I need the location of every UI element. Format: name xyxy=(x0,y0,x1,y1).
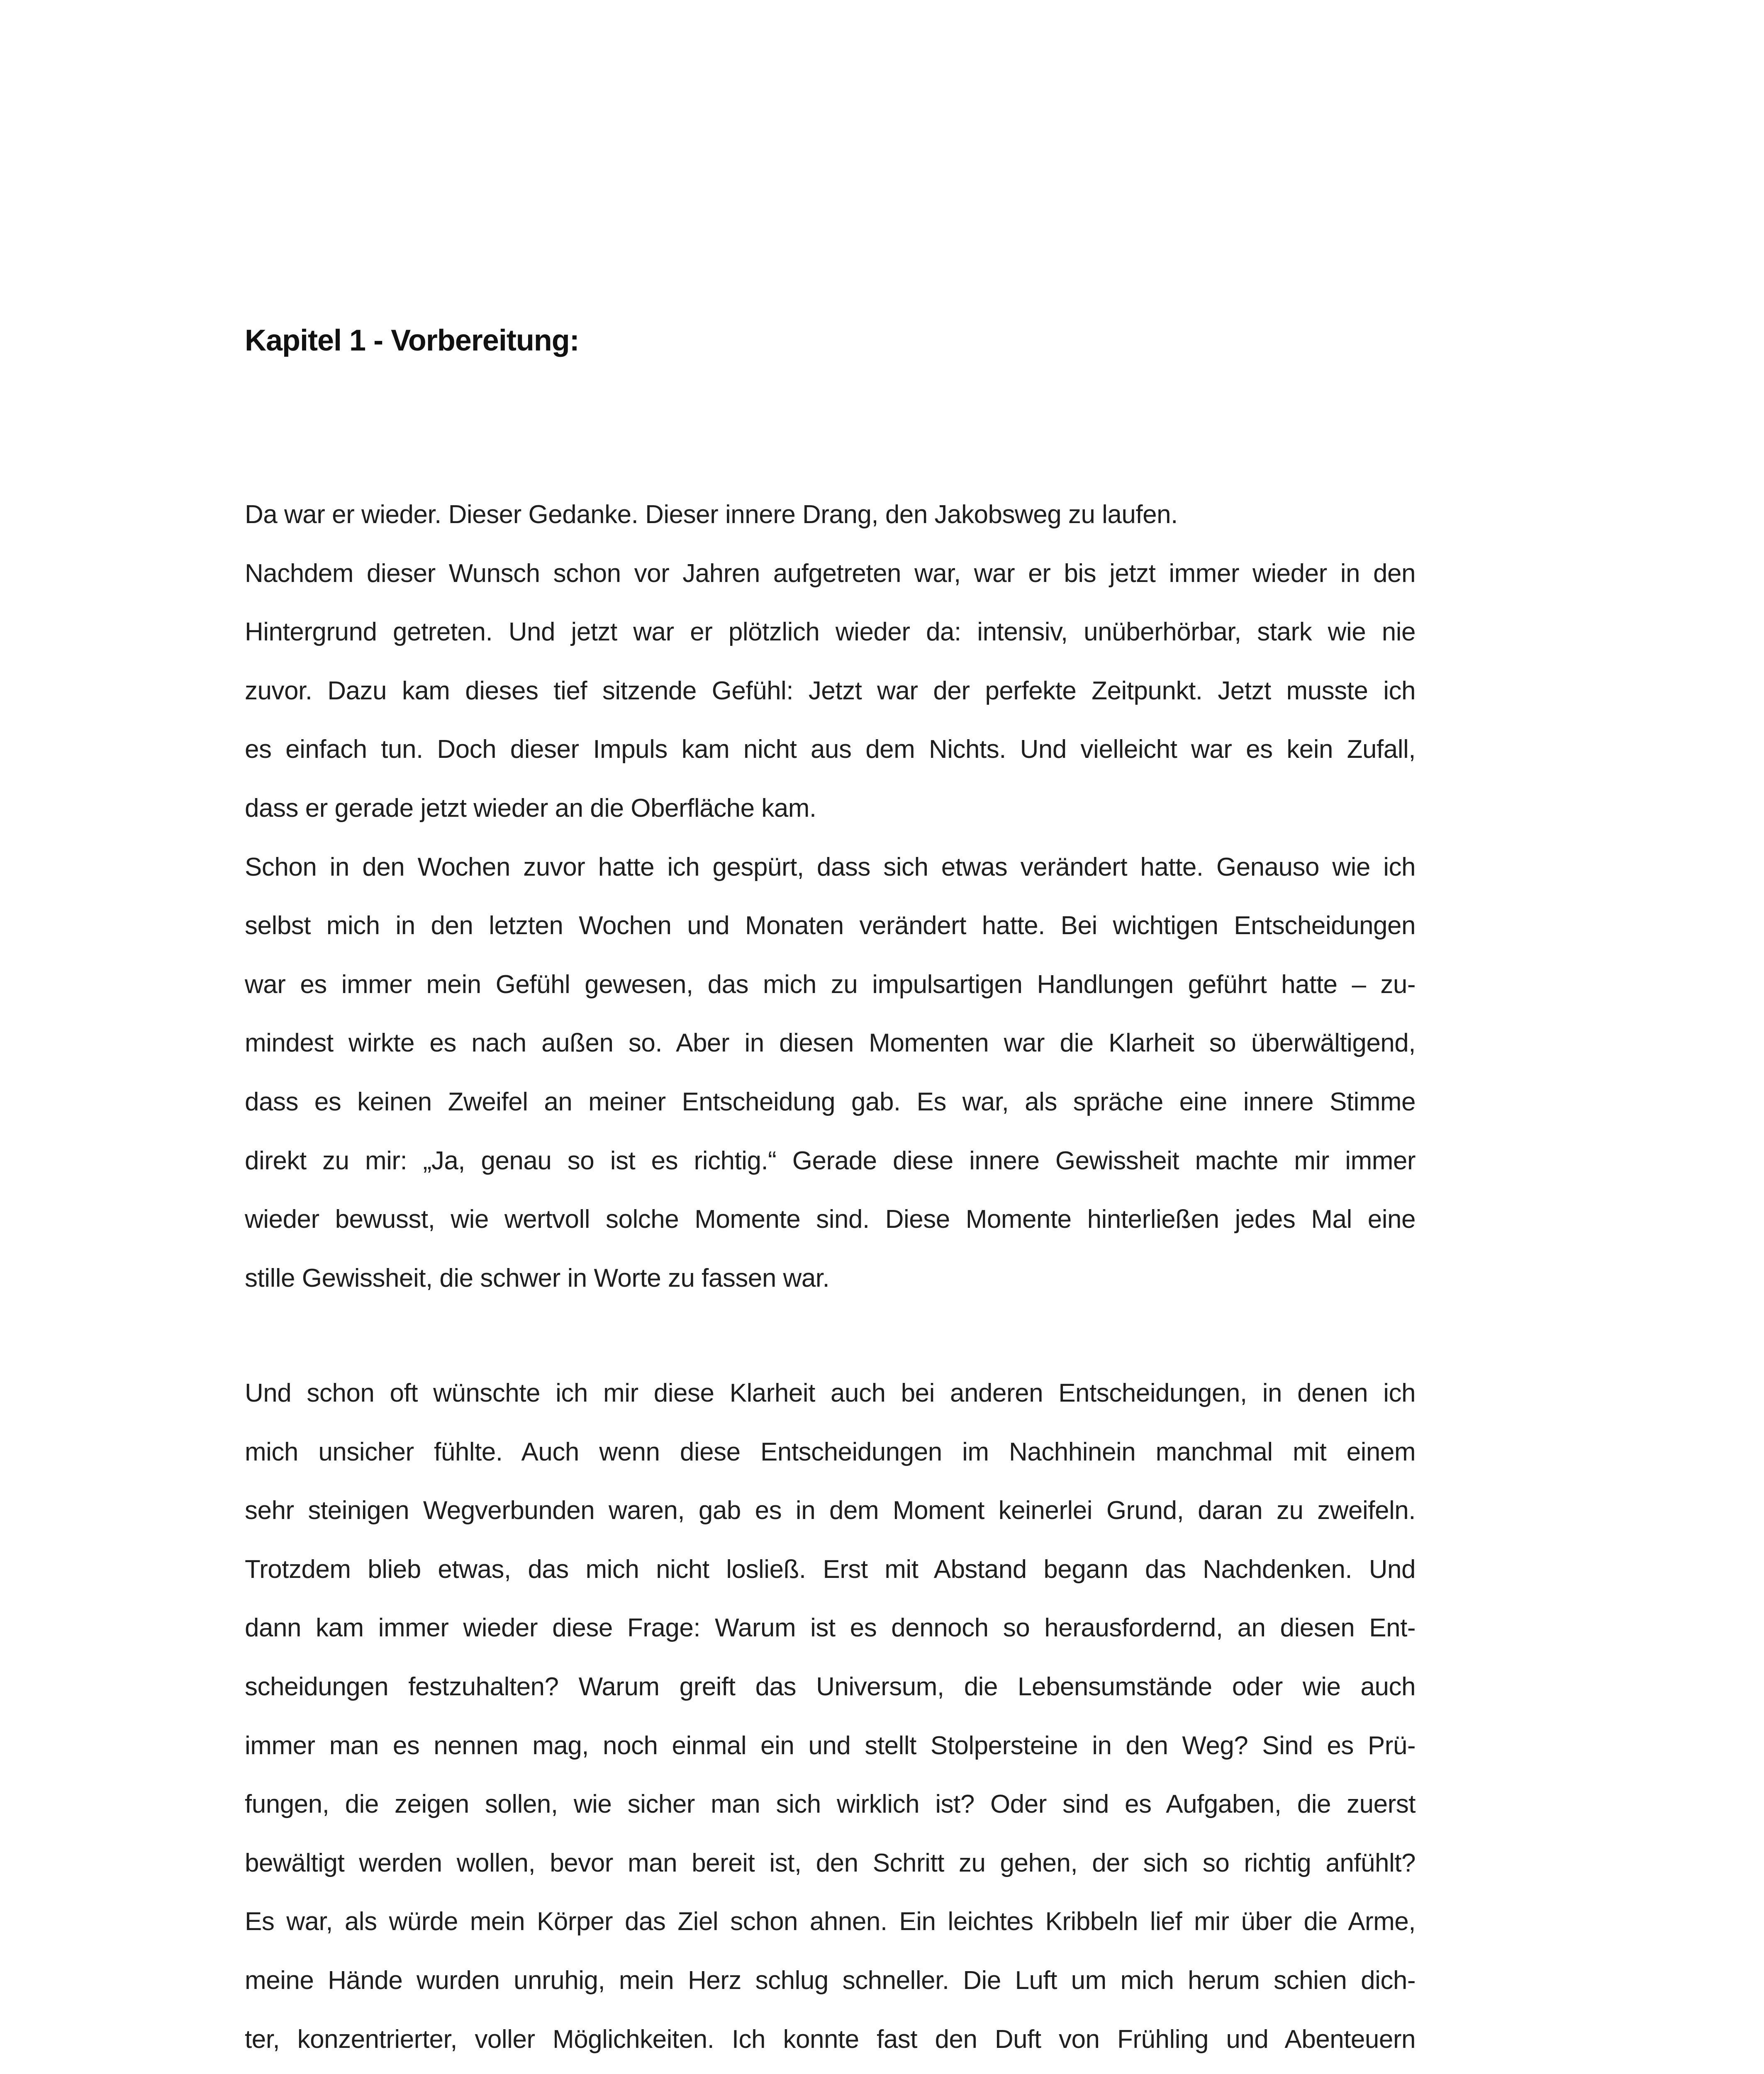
text-line xyxy=(245,2069,1416,2074)
text-line: meine Hände wurden unruhig, mein Herz schlug schneller. Die Luft um mich herum schien dich- xyxy=(245,1966,1416,1995)
text-line: Und schon oft wünschte ich mir diese Klarheit auch bei anderen Entscheidungen, in denen ich xyxy=(245,1379,1416,1407)
text-line: sehr steinigen Wegverbunden waren, gab es in dem Moment keinerlei Grund, daran zu zweifeln. xyxy=(245,1496,1416,1525)
text-line: scheidungen festzuhalten? Warum greift das Universum, die Lebensumstände oder wie auch xyxy=(245,1672,1416,1701)
text-line: selbst mich in den letzten Wochen und Monaten verändert hatte. Bei wichtigen Entscheidungen xyxy=(245,911,1416,940)
text-line: Trotzdem blieb etwas, das mich nicht losließ. Erst mit Abstand begann das Nachdenken. Und xyxy=(245,1555,1416,1584)
text-line: zuvor. Dazu kam dieses tief sitzende Gefühl: Jetzt war der perfekte Zeitpunkt. Jetzt musste ich xyxy=(245,676,1416,705)
text-line: Hintergrund getreten. Und jetzt war er plötzlich wieder da: intensiv, unüberhörbar, stark wie nie xyxy=(245,618,1416,647)
text-line: fungen, die zeigen sollen, wie sicher man sich wirklich ist? Oder sind es Aufgaben, die zuerst xyxy=(245,1790,1416,1819)
text-line: es einfach tun. Doch dieser Impuls kam nicht aus dem Nichts. Und vielleicht war es kein Zufall, xyxy=(245,735,1416,764)
text-line: dann kam immer wieder diese Frage: Warum ist es dennoch so herausfordernd, an diesen Ent- xyxy=(245,1614,1416,1643)
text-line: immer man es nennen mag, noch einmal ein und stellt Stolpersteine in den Weg? Sind es Prü- xyxy=(245,1731,1416,1760)
text-line: wieder bewusst, wie wertvoll solche Momente sind. Diese Momente hinterließen jedes Mal eine xyxy=(245,1205,1416,1234)
text-line: stille Gewissheit, die schwer in Worte zu fassen war. xyxy=(245,1263,830,1293)
text-line: direkt zu mir: „Ja, genau so ist es richtig.“ Gerade diese innere Gewissheit machte mir immer xyxy=(245,1146,1416,1175)
text-line: Schon in den Wochen zuvor hatte ich gespürt, dass sich etwas verändert hatte. Genauso wie ich xyxy=(245,852,1416,881)
text-line: mich unsicher fühlte. Auch wenn diese Entscheidungen im Nachhinein manchmal mit einem xyxy=(245,1437,1416,1466)
text-line: dass es keinen Zweifel an meiner Entscheidung gab. Es war, als spräche eine innere Stimme xyxy=(245,1087,1416,1116)
text-line: mindest wirkte es nach außen so. Aber in diesen Momenten war die Klarheit so überwältigend, xyxy=(245,1029,1416,1058)
text-line: bewältigt werden wollen, bevor man bereit ist, den Schritt zu gehen, der sich so richtig anfühlt? xyxy=(245,1848,1416,1877)
chapter-title: Kapitel 1 - Vorbereitung: xyxy=(245,324,579,357)
paragraph-2 xyxy=(245,1364,1416,2074)
text-line: dass er gerade jetzt wieder an die Oberfläche kam. xyxy=(245,794,816,823)
text-line: Es war, als würde mein Körper das Ziel schon ahnen. Ein leichtes Kribbeln lief mir über die Arme, xyxy=(245,1907,1416,1936)
paragraph-1 xyxy=(245,485,1416,1307)
text-line: Da war er wieder. Dieser Gedanke. Dieser innere Drang, den Jakobsweg zu laufen. xyxy=(245,500,1178,529)
text-line: Nachdem dieser Wunsch schon vor Jahren aufgetreten war, war er bis jetzt immer wieder in den xyxy=(245,559,1416,588)
text-line: war es immer mein Gefühl gewesen, das mich zu impulsartigen Handlungen geführt hatte – zu- xyxy=(245,970,1416,999)
text-line: ter, konzentrierter, voller Möglichkeiten. Ich konnte fast den Duft von Frühling und Abenteuern xyxy=(245,2025,1416,2054)
